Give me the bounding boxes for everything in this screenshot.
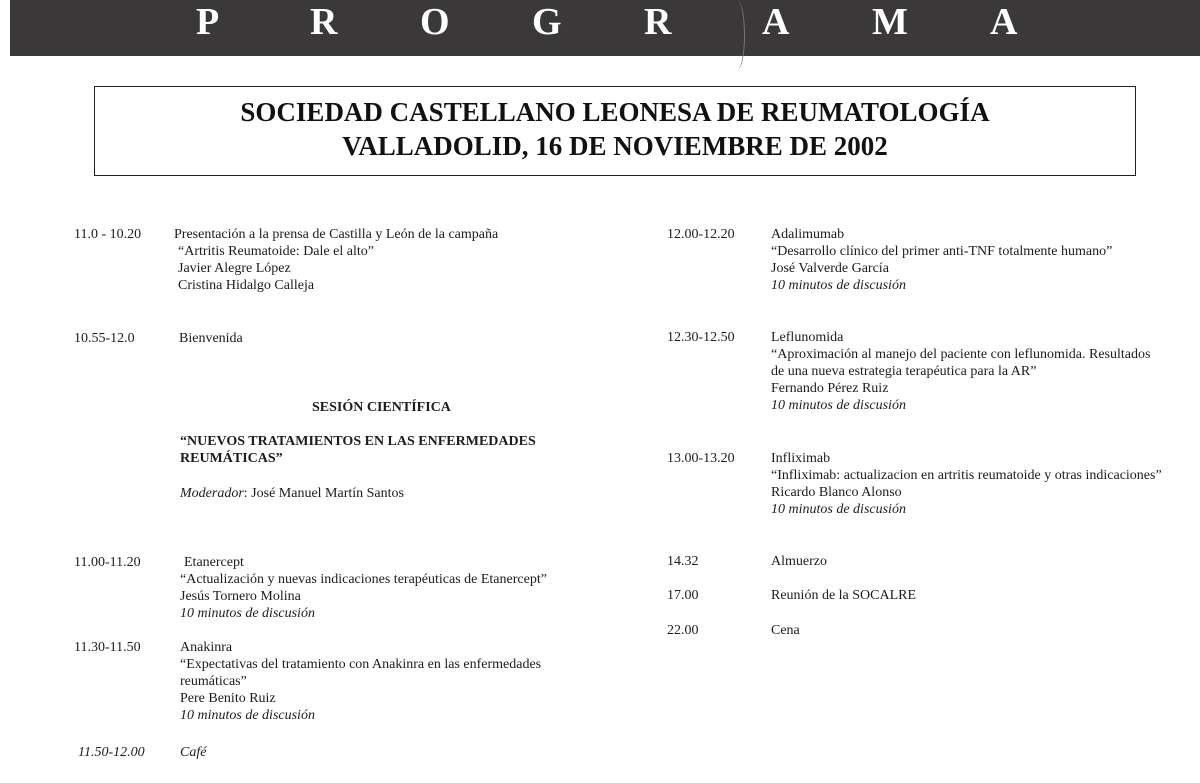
entry-time: 11.50-12.00 [78,745,145,760]
entry-time: 11.00-11.20 [74,555,141,570]
discussion-note: 10 minutos de discusión [771,502,906,517]
entry-person: Pere Benito Ruiz [180,691,276,706]
entry-quote: de una nueva estrategia terapéutica para la AR” [771,364,1037,379]
entry-title: Infliximab [771,451,831,466]
entry-quote: “Aproximación al manejo del paciente con leflunomida. Resultados [771,347,1151,362]
entry-time: 10.55-12.0 [74,331,135,346]
entry-title: Leflunomida [771,330,844,345]
moderator-line [180,485,404,502]
banner-letter: M [872,1,908,43]
entry-quote: “Actualización y nuevas indicaciones terapéuticas de Etanercept” [180,572,547,587]
entry-person: Fernando Pérez Ruiz [771,381,889,396]
banner-letter: A [762,1,790,43]
entry-title: Anakinra [180,640,233,655]
entry-title: Presentación a la prensa de Castilla y León de la campaña [174,227,499,242]
entry-time: 11.30-11.50 [74,640,141,655]
session-topic-line: REUMÁTICAS” [180,451,283,466]
program-entry [771,450,1162,518]
moderator-name: : José Manuel Martín Santos [243,486,404,501]
entry-quote: “Infliximab: actualizacion en artritis reumatoide y otras indicaciones” [771,468,1162,483]
discussion-note: 10 minutos de discusión [771,278,906,293]
entry-time: 11.0 - 10.20 [74,227,142,242]
program-entry [180,639,541,724]
moderator-label: Moderador [180,486,244,501]
entry-time: 12.30-12.50 [667,330,735,345]
entry-title: Almuerzo [771,554,827,569]
title-box [94,86,1136,176]
entry-title: Café [180,745,207,760]
banner-letter: P [196,1,220,43]
entry-title: Etanercept [184,555,244,570]
society-title: SOCIEDAD CASTELLANO LEONESA DE REUMATOLOGÍA [240,97,990,127]
entry-quote: “Expectativas del tratamiento con Anakinra en las enfermedades [180,657,542,672]
entry-time: 12.00-12.20 [667,227,735,242]
entry-time: 13.00-13.20 [667,451,735,466]
discussion-note: 10 minutos de discusión [180,708,315,723]
discussion-note: 10 minutos de discusión [180,606,315,621]
entry-person: José Valverde García [771,261,889,276]
entry-quote: reumáticas” [180,674,247,689]
session-topic-line: “NUEVOS TRATAMIENTOS EN LAS ENFERMEDADES [180,434,536,449]
banner-letter: R [310,1,338,43]
entry-time: 22.00 [667,623,699,638]
session-heading: SESIÓN CIENTÍFICA [312,400,451,415]
entry-title: Cena [771,623,800,638]
entry-person: Cristina Hidalgo Calleja [178,278,315,293]
banner-letter: R [644,1,672,43]
entry-person: Ricardo Blanco Alonso [771,485,902,500]
event-date-title: VALLADOLID, 16 DE NOVIEMBRE DE 2002 [342,131,888,161]
banner-letter: O [420,1,450,43]
entry-time: 14.32 [667,554,699,569]
entry-quote: “Artritis Reumatoide: Dale el alto” [178,244,374,259]
entry-quote: “Desarrollo clínico del primer anti-TNF totalmente humano” [771,244,1113,259]
entry-person: Javier Alegre López [178,261,291,276]
discussion-note: 10 minutos de discusión [771,398,906,413]
program-entry [771,226,1112,294]
program-banner [10,0,1200,56]
program-entry [771,329,1150,414]
program-entry [174,226,498,294]
entry-person: Jesús Tornero Molina [180,589,301,604]
banner-letter: A [990,1,1018,43]
entry-title: Reunión de la SOCALRE [771,588,917,603]
entry-title: Adalimumab [771,227,845,242]
entry-title: Bienvenida [179,331,243,346]
program-entry [180,554,547,622]
entry-time: 17.00 [667,588,699,603]
banner-letter: G [532,1,562,43]
session-topic [180,433,536,467]
